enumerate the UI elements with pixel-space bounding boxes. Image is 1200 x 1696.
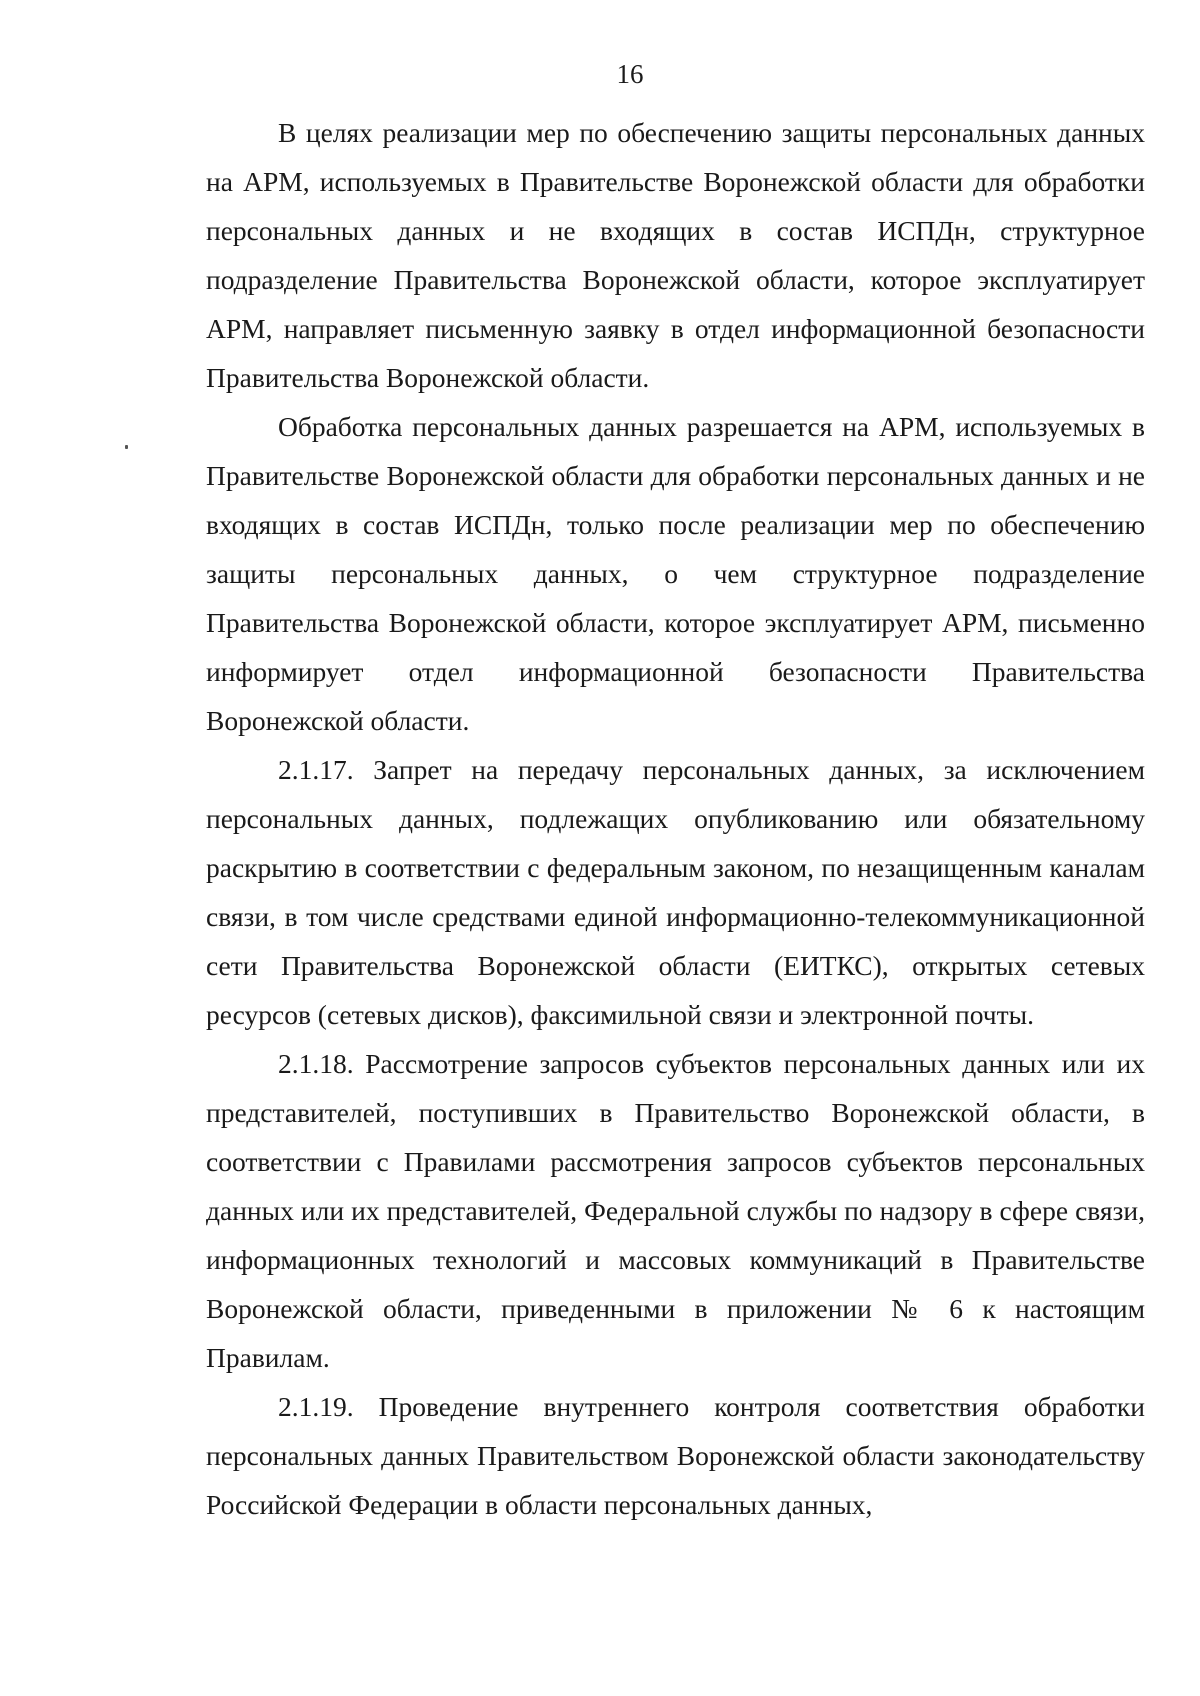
paragraph-2-1-19: 2.1.19. Проведение внутреннего контроля соответствия обработки персональных данных Правительством Воронежской области законодательству Российской Федерации в области персональных данных, [206, 1391, 1145, 1520]
paragraph-2-1-18: 2.1.18. Рассмотрение запросов субъектов персональных данных или их представителей, поступивших в Правительство Воронежской области, в соответствии с Правилами рассмотрения запросов субъектов персональных данных или их представителей, Федеральной службы по надзору в сфере связи, информационных технологий и массовых коммуникаций в Правительстве Воронежской области, приведенными в приложении № 6 к настоящим Правилам. [206, 1048, 1145, 1373]
scan-speck [125, 445, 128, 449]
paragraph-arm-protection-request: В целях реализации мер по обеспечению защиты персональных данных на АРМ, используемых в Правительстве Воронежской области для обработки персональных данных и не входящих в состав ИСПДн, структурное подразделение Правительства Воронежской области, которое эксплуатирует АРМ, направляет письменную заявку в отдел информационной безопасности Правительства Воронежской области. [206, 117, 1145, 393]
document-body [206, 108, 1145, 1529]
page-number: 16 [616, 59, 644, 89]
paragraph-2-1-17: 2.1.17. Запрет на передачу персональных данных, за исключением персональных данных, подлежащих опубликованию или обязательному раскрытию в соответствии с федеральным законом, по незащищенным каналам связи, в том числе средствами единой информационно-телекоммуникационной сети Правительства Воронежской области (ЕИТКС), открытых сетевых ресурсов (сетевых дисков), факсимильной связи и электронной почты. [206, 754, 1145, 1030]
paragraph-arm-processing-permission: Обработка персональных данных разрешается на АРМ, используемых в Правительстве Воронежской области для обработки персональных данных и не входящих в состав ИСПДн, только после реализации мер по обеспечению защиты персональных данных, о чем структурное подразделение Правительства Воронежской области, которое эксплуатирует АРМ, письменно информирует отдел информационной безопасности Правительства Воронежской области. [206, 411, 1145, 736]
